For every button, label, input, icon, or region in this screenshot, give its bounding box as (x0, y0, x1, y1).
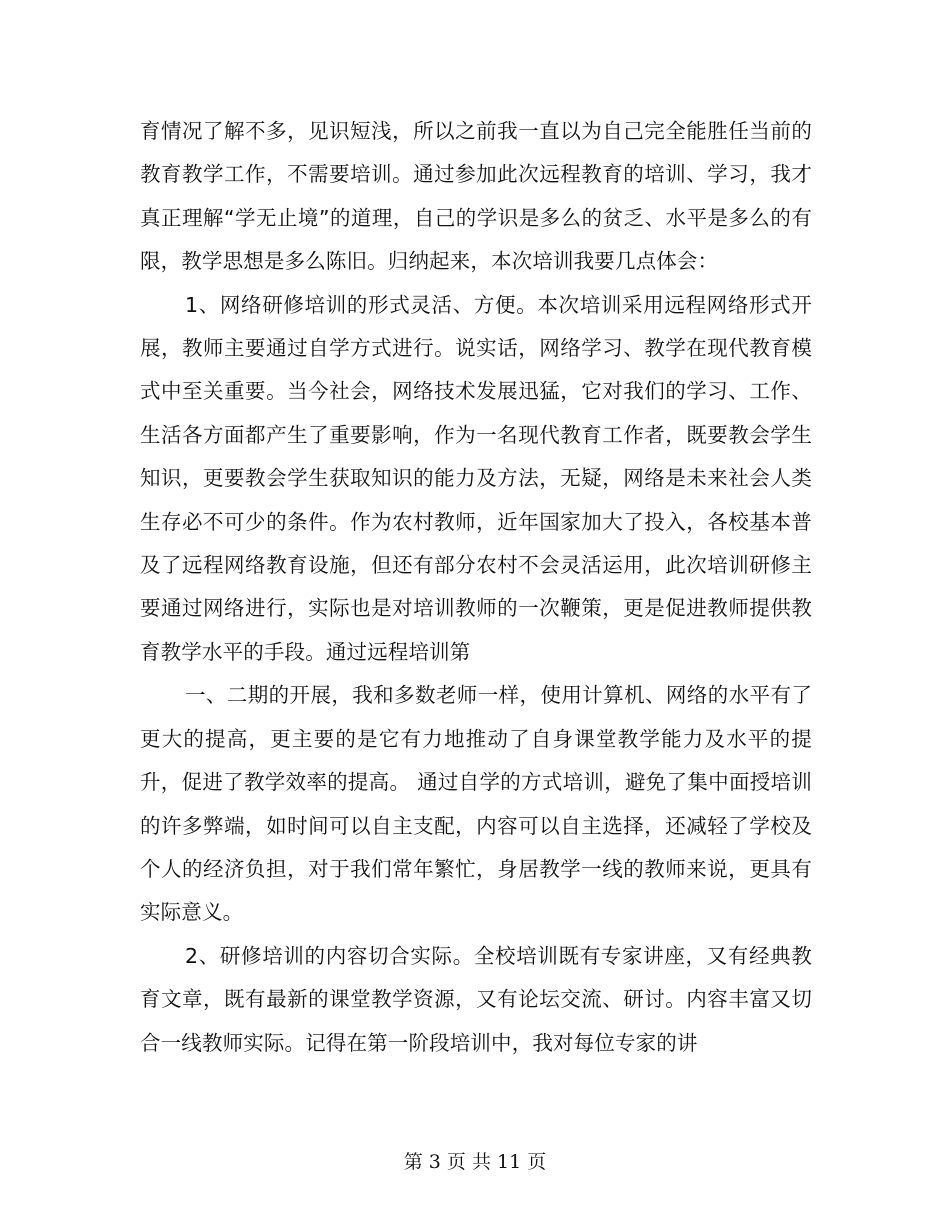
page-number-footer: 第 3 页 共 11 页 (403, 1151, 547, 1173)
document-body (140, 110, 812, 1065)
paragraph-4: 2、研修培训的内容切合实际。全校培训既有专家讲座，又有经典教育文章，既有最新的课堂教学资源，又有论坛交流、研讨。内容丰富又切合一线教师实际。记得在第一阶段培训中，我对每位专家的讲 (140, 943, 812, 1055)
paragraph-3: 一、二期的开展，我和多数老师一样，使用计算机、网络的水平有了更大的提高，更主要的是它有力地推动了自身课堂教学能力及水平的提升，促进了教学效率的提高。 通过自学的方式培训，避免了集中面授培训的许多弊端，如时间可以自主支配，内容可以自主选择，还减轻了学校及个人的经济负担，对于我们常年繁忙，身居教学一线的教师来说，更具有实际意义。 (140, 683, 812, 925)
paragraph-1: 育情况了解不多，见识短浅，所以之前我一直以为自己完全能胜任当前的教育教学工作，不需要培训。通过参加此次远程教育的培训、学习，我才真正理解“学无止境”的道理，自己的学识是多么的贫乏、水平是多么的有限，教学思想是多么陈旧。归纳起来，本次培训我要几点体会： (140, 119, 812, 274)
paragraph-2: 1、网络研修培训的形式灵活、方便。本次培训采用远程网络形式开展，教师主要通过自学方式进行。说实话，网络学习、教学在现代教育模式中至关重要。当今社会，网络技术发展迅猛，它对我们的学习、工作、生活各方面都产生了重要影响，作为一名现代教育工作者，既要教会学生知识，更要教会学生获取知识的能力及方法，无疑，网络是未来社会人类生存必不可少的条件。作为农村教师，近年国家加大了投入，各校基本普及了远程网络教育设施，但还有部分农村不会灵活运用，此次培训研修主要通过网络进行，实际也是对培训教师的一次鞭策，更是促进教师提供教育教学水平的手段。通过远程培训第 (140, 292, 812, 664)
